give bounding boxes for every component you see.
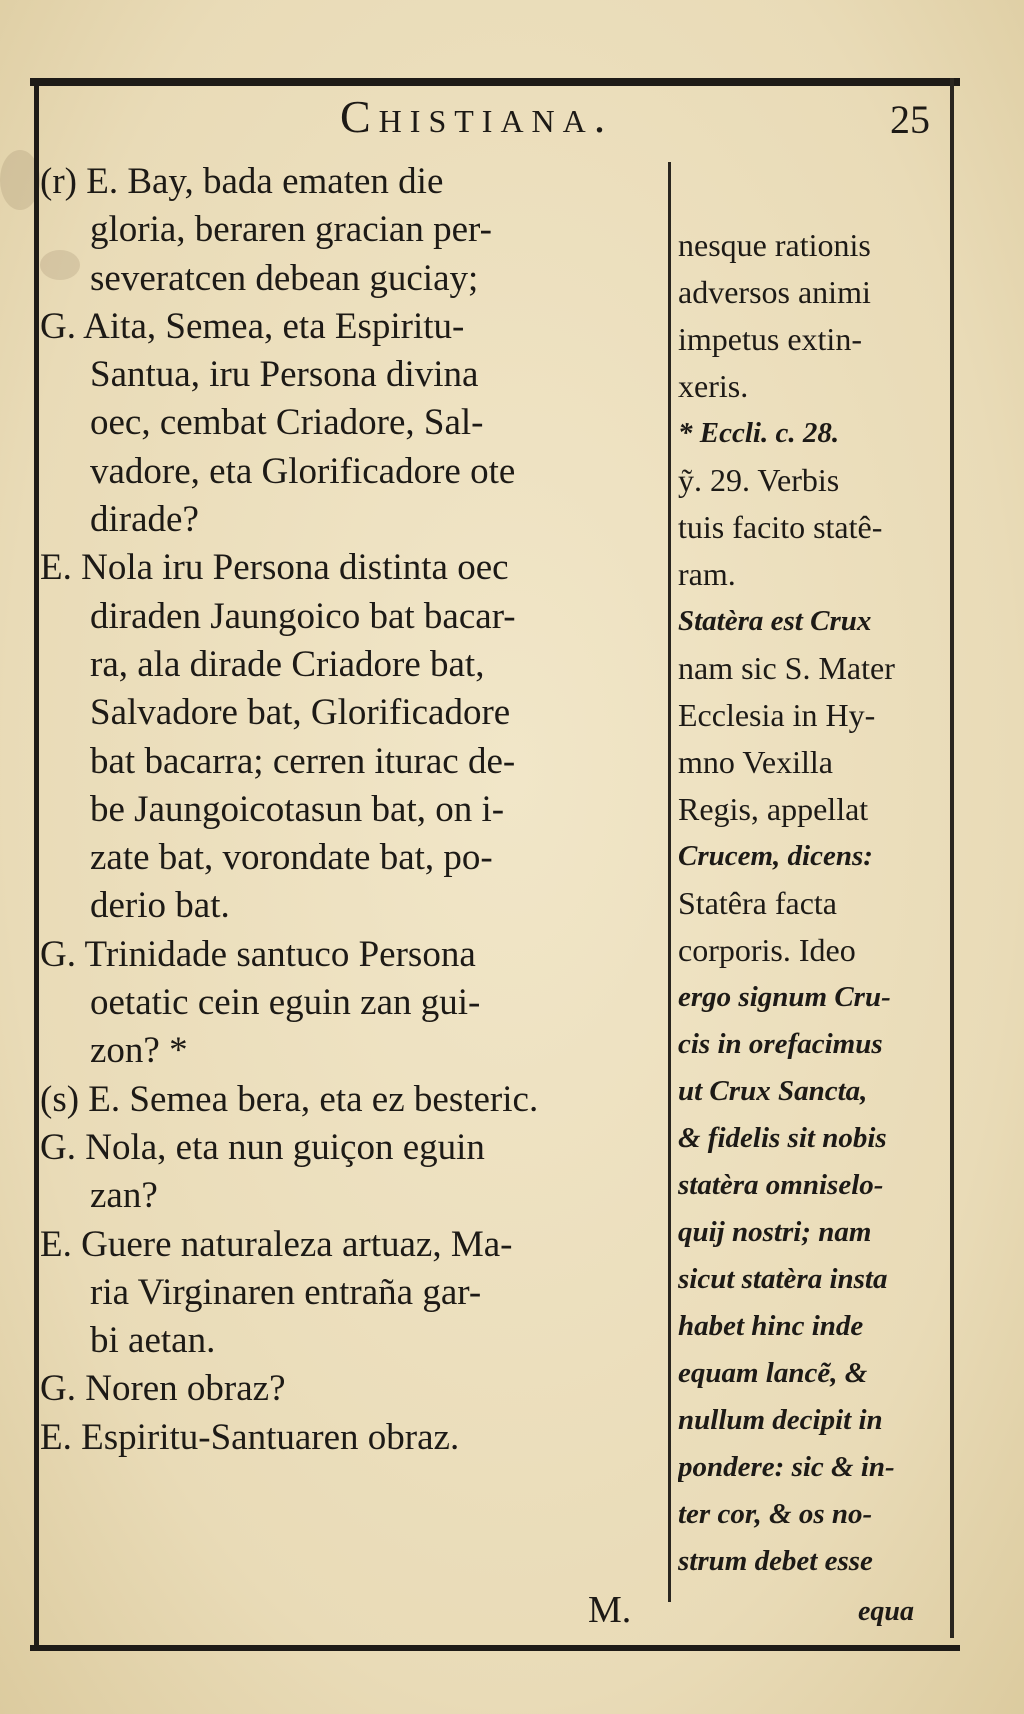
margin-note-line: nullum decipit in	[678, 1404, 883, 1436]
margin-note-line: Statêra facta	[678, 885, 837, 921]
margin-note-line: sicut statèra insta	[678, 1263, 888, 1295]
margin-note-line: ut Crux Sancta,	[678, 1075, 868, 1107]
text-line: severatcen debean guciay;	[90, 257, 479, 299]
text-line: ra, ala dirade Criadore bat,	[90, 643, 485, 685]
margin-note-line: cis in orefacimus	[678, 1028, 883, 1060]
text-line: E. Espiritu-Santuaren obraz.	[40, 1416, 460, 1458]
text-line: diraden Jaungoico bat bacar-	[90, 595, 516, 637]
catchword: M.	[588, 1589, 632, 1631]
text-line: be Jaungoicotasun bat, on i-	[90, 788, 505, 830]
text-line: G. Noren obraz?	[40, 1368, 286, 1410]
frame-rule-right	[950, 78, 954, 1638]
text-line: zate bat, vorondate bat, po-	[90, 837, 493, 879]
margin-note-line: ỹ. 29. Verbis	[678, 462, 840, 498]
main-text-column	[40, 158, 662, 1462]
margin-note-line: adversos animi	[678, 274, 871, 310]
text-line: (s) E. Semea bera, eta ez besteric.	[40, 1078, 539, 1120]
text-line: zan?	[90, 1175, 158, 1217]
margin-note-line: ergo signum Cru-	[678, 981, 891, 1013]
text-line: gloria, beraren gracian per-	[90, 209, 492, 251]
margin-note-line: strum debet esse	[678, 1545, 873, 1577]
frame-rule-left	[34, 82, 39, 1648]
margin-note-line: equam lancẽ, &	[678, 1357, 868, 1389]
text-line: bi aetan.	[90, 1320, 216, 1362]
margin-note-line: * Eccli. c. 28.	[678, 417, 840, 449]
text-line: oetatic cein eguin zan gui-	[90, 982, 481, 1024]
margin-note-line: tuis facito statê-	[678, 509, 883, 545]
frame-rule-bottom	[30, 1645, 960, 1651]
margin-note-line: nesque rationis	[678, 227, 871, 263]
margin-note-line: ter cor, & os no-	[678, 1498, 873, 1530]
text-line: (r) E. Bay, bada ematen die	[40, 161, 444, 202]
text-line: zon? *	[90, 1030, 188, 1072]
margin-note-line: impetus extin-	[678, 321, 862, 357]
page-number: 25	[890, 97, 930, 142]
text-line: Santua, iru Persona divina	[90, 354, 479, 396]
margin-note-line: Statèra est Crux	[678, 605, 872, 637]
margin-note-line: mno Vexilla	[678, 744, 833, 780]
margin-note-line: pondere: sic & in-	[678, 1451, 895, 1483]
margin-note-line: ram.	[678, 556, 736, 592]
margin-note-line: statèra omniselo-	[678, 1169, 884, 1201]
margin-note-line: Crucem, dicens:	[678, 840, 873, 872]
text-line: G. Nola, eta nun guiçon eguin	[40, 1126, 485, 1168]
margin-note-line: & fidelis sit nobis	[678, 1122, 887, 1154]
text-line: E. Guere naturaleza artuaz, Ma-	[40, 1223, 513, 1265]
margin-note-line: nam sic S. Mater	[678, 650, 895, 686]
margin-catchword: equa	[858, 1596, 914, 1627]
text-line: dirade?	[90, 499, 199, 541]
text-line: G. Aita, Semea, eta Espiritu-	[40, 305, 465, 347]
text-line: ria Virginaren entraña gar-	[90, 1271, 482, 1313]
running-title: Chistiana.	[340, 91, 614, 142]
text-line: Salvadore bat, Glorificadore	[90, 692, 511, 734]
margin-note-line: Regis, appellat	[678, 791, 869, 827]
text-line: E. Nola iru Persona distinta oec	[40, 547, 509, 589]
text-line: vadore, eta Glorificadore ote	[90, 450, 516, 492]
column-divider	[668, 162, 671, 1602]
text-line: derio bat.	[90, 885, 230, 927]
margin-note-column	[678, 222, 948, 1585]
margin-note-line: corporis. Ideo	[678, 932, 856, 968]
margin-note-line: Ecclesia in Hy-	[678, 697, 876, 733]
text-line: oec, cembat Criadore, Sal-	[90, 402, 484, 444]
margin-note-line: habet hinc inde	[678, 1310, 864, 1342]
margin-note-line: quij nostri; nam	[678, 1216, 872, 1248]
frame-rule-top	[30, 78, 960, 86]
text-line: bat bacarra; cerren iturac de-	[90, 740, 516, 782]
page-header	[40, 88, 940, 148]
margin-note-line: xeris.	[678, 368, 749, 404]
text-line: G. Trinidade santuco Persona	[40, 933, 476, 975]
